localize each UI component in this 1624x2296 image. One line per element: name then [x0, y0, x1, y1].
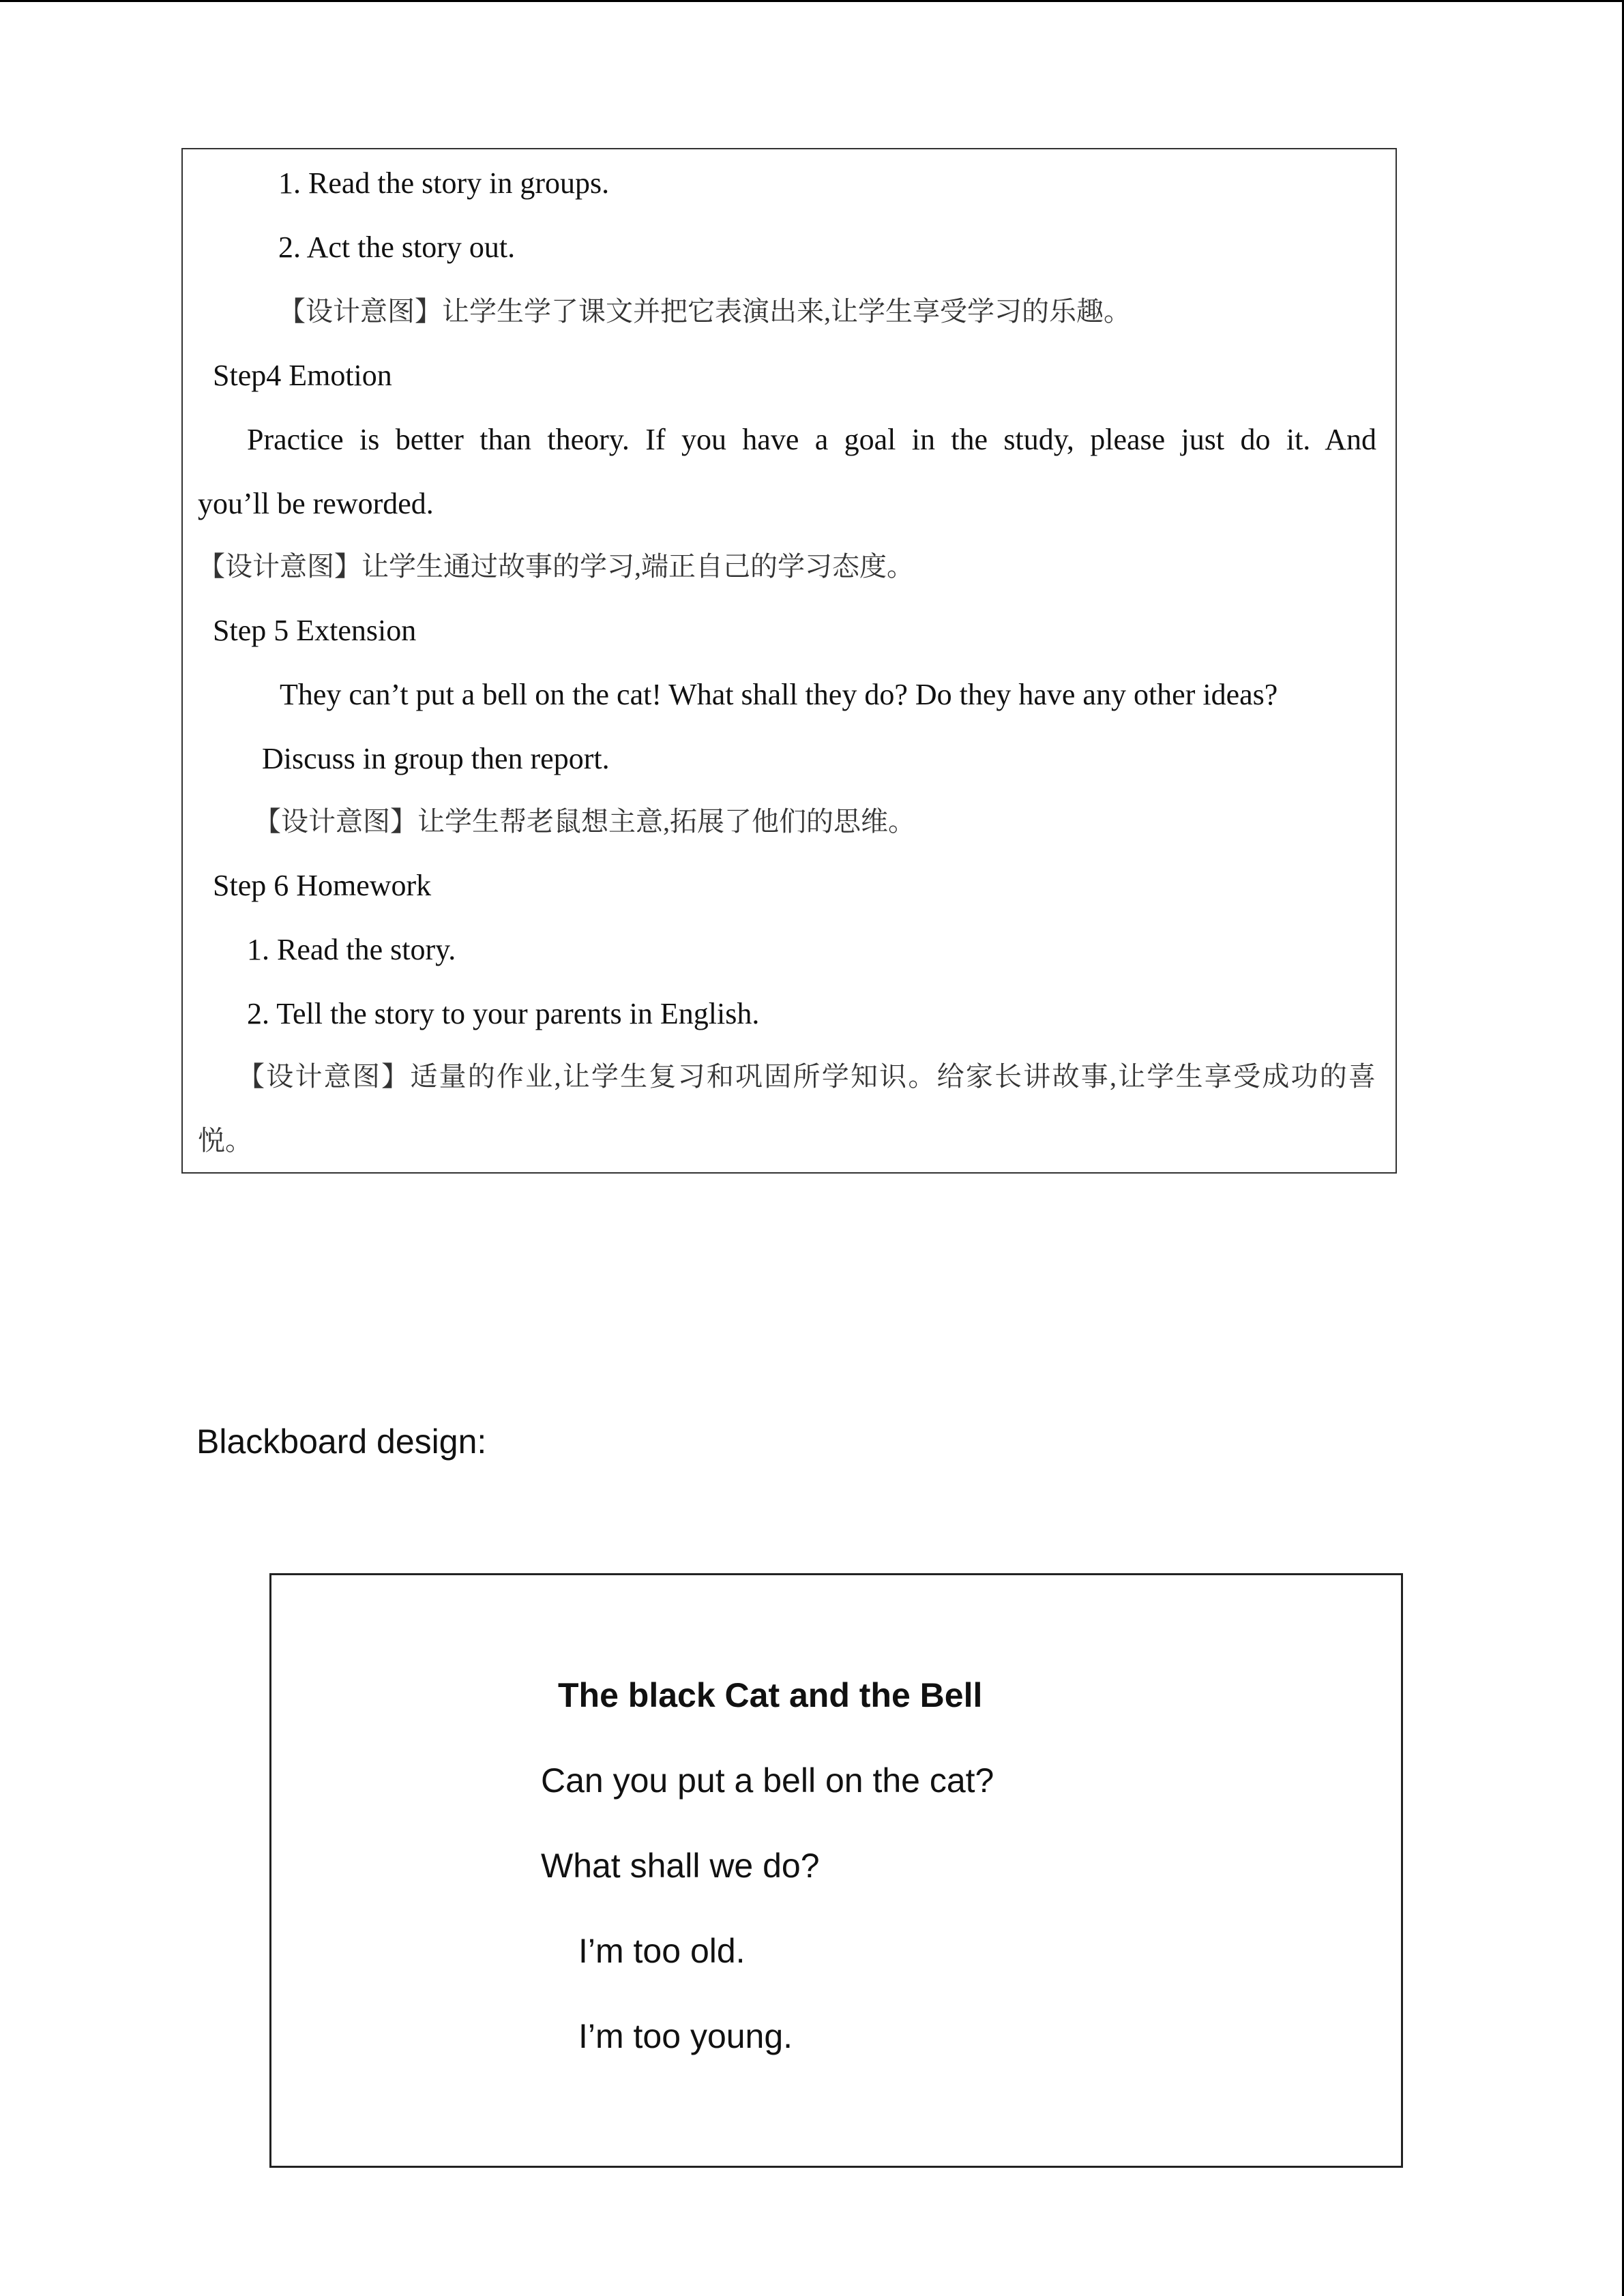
design-intent-note-1: 【设计意图】让学生学了课文并把它表演出来,让学生享受学习的乐趣。 [278, 296, 1131, 327]
step5-heading: Step 5 Extension [213, 614, 417, 647]
step6-heading: Step 6 Homework [213, 869, 432, 902]
extension-line-2: Discuss in group then report. [262, 742, 610, 775]
blackboard-design-label: Blackboard design: [196, 1422, 487, 1461]
design-intent-note-4-line-2: 悦。 [198, 1125, 252, 1156]
step3-item-1: 1. Read the story in groups. [278, 166, 610, 200]
lesson-steps-table [181, 148, 1397, 1174]
homework-item-1: 1. Read the story. [247, 933, 456, 966]
design-intent-note-4-line-1: 【设计意图】适量的作业,让学生复习和巩固所学知识。给家长讲故事,让学生享受成功的喜 [237, 1061, 1376, 1092]
blackboard-line-1: Can you put a bell on the cat? [541, 1761, 994, 1800]
page-top-border [0, 0, 1624, 2]
homework-item-2: 2. Tell the story to your parents in English. [247, 997, 760, 1030]
blackboard-box [269, 1573, 1403, 2168]
blackboard-line-4: I’m too young. [578, 2017, 793, 2055]
blackboard-line-2: What shall we do? [541, 1847, 820, 1885]
design-intent-note-3: 【设计意图】让学生帮老鼠想主意,拓展了他们的思维。 [254, 806, 915, 837]
blackboard-line-3: I’m too old. [578, 1932, 745, 1970]
emotion-paragraph-line-1: Practice is better than theory. If you have a goal in the study, please just do it. And [247, 423, 1376, 456]
step3-item-2: 2. Act the story out. [278, 230, 516, 264]
emotion-paragraph-line-2: you’ll be reworded. [198, 487, 434, 520]
design-intent-note-2: 【设计意图】让学生通过故事的学习,端正自己的学习态度。 [198, 551, 914, 582]
step4-heading: Step4 Emotion [213, 359, 392, 392]
blackboard-title: The black Cat and the Bell [558, 1676, 983, 1714]
extension-line-1: They can’t put a bell on the cat! What shall they do? Do they have any other ideas? [280, 678, 1278, 711]
